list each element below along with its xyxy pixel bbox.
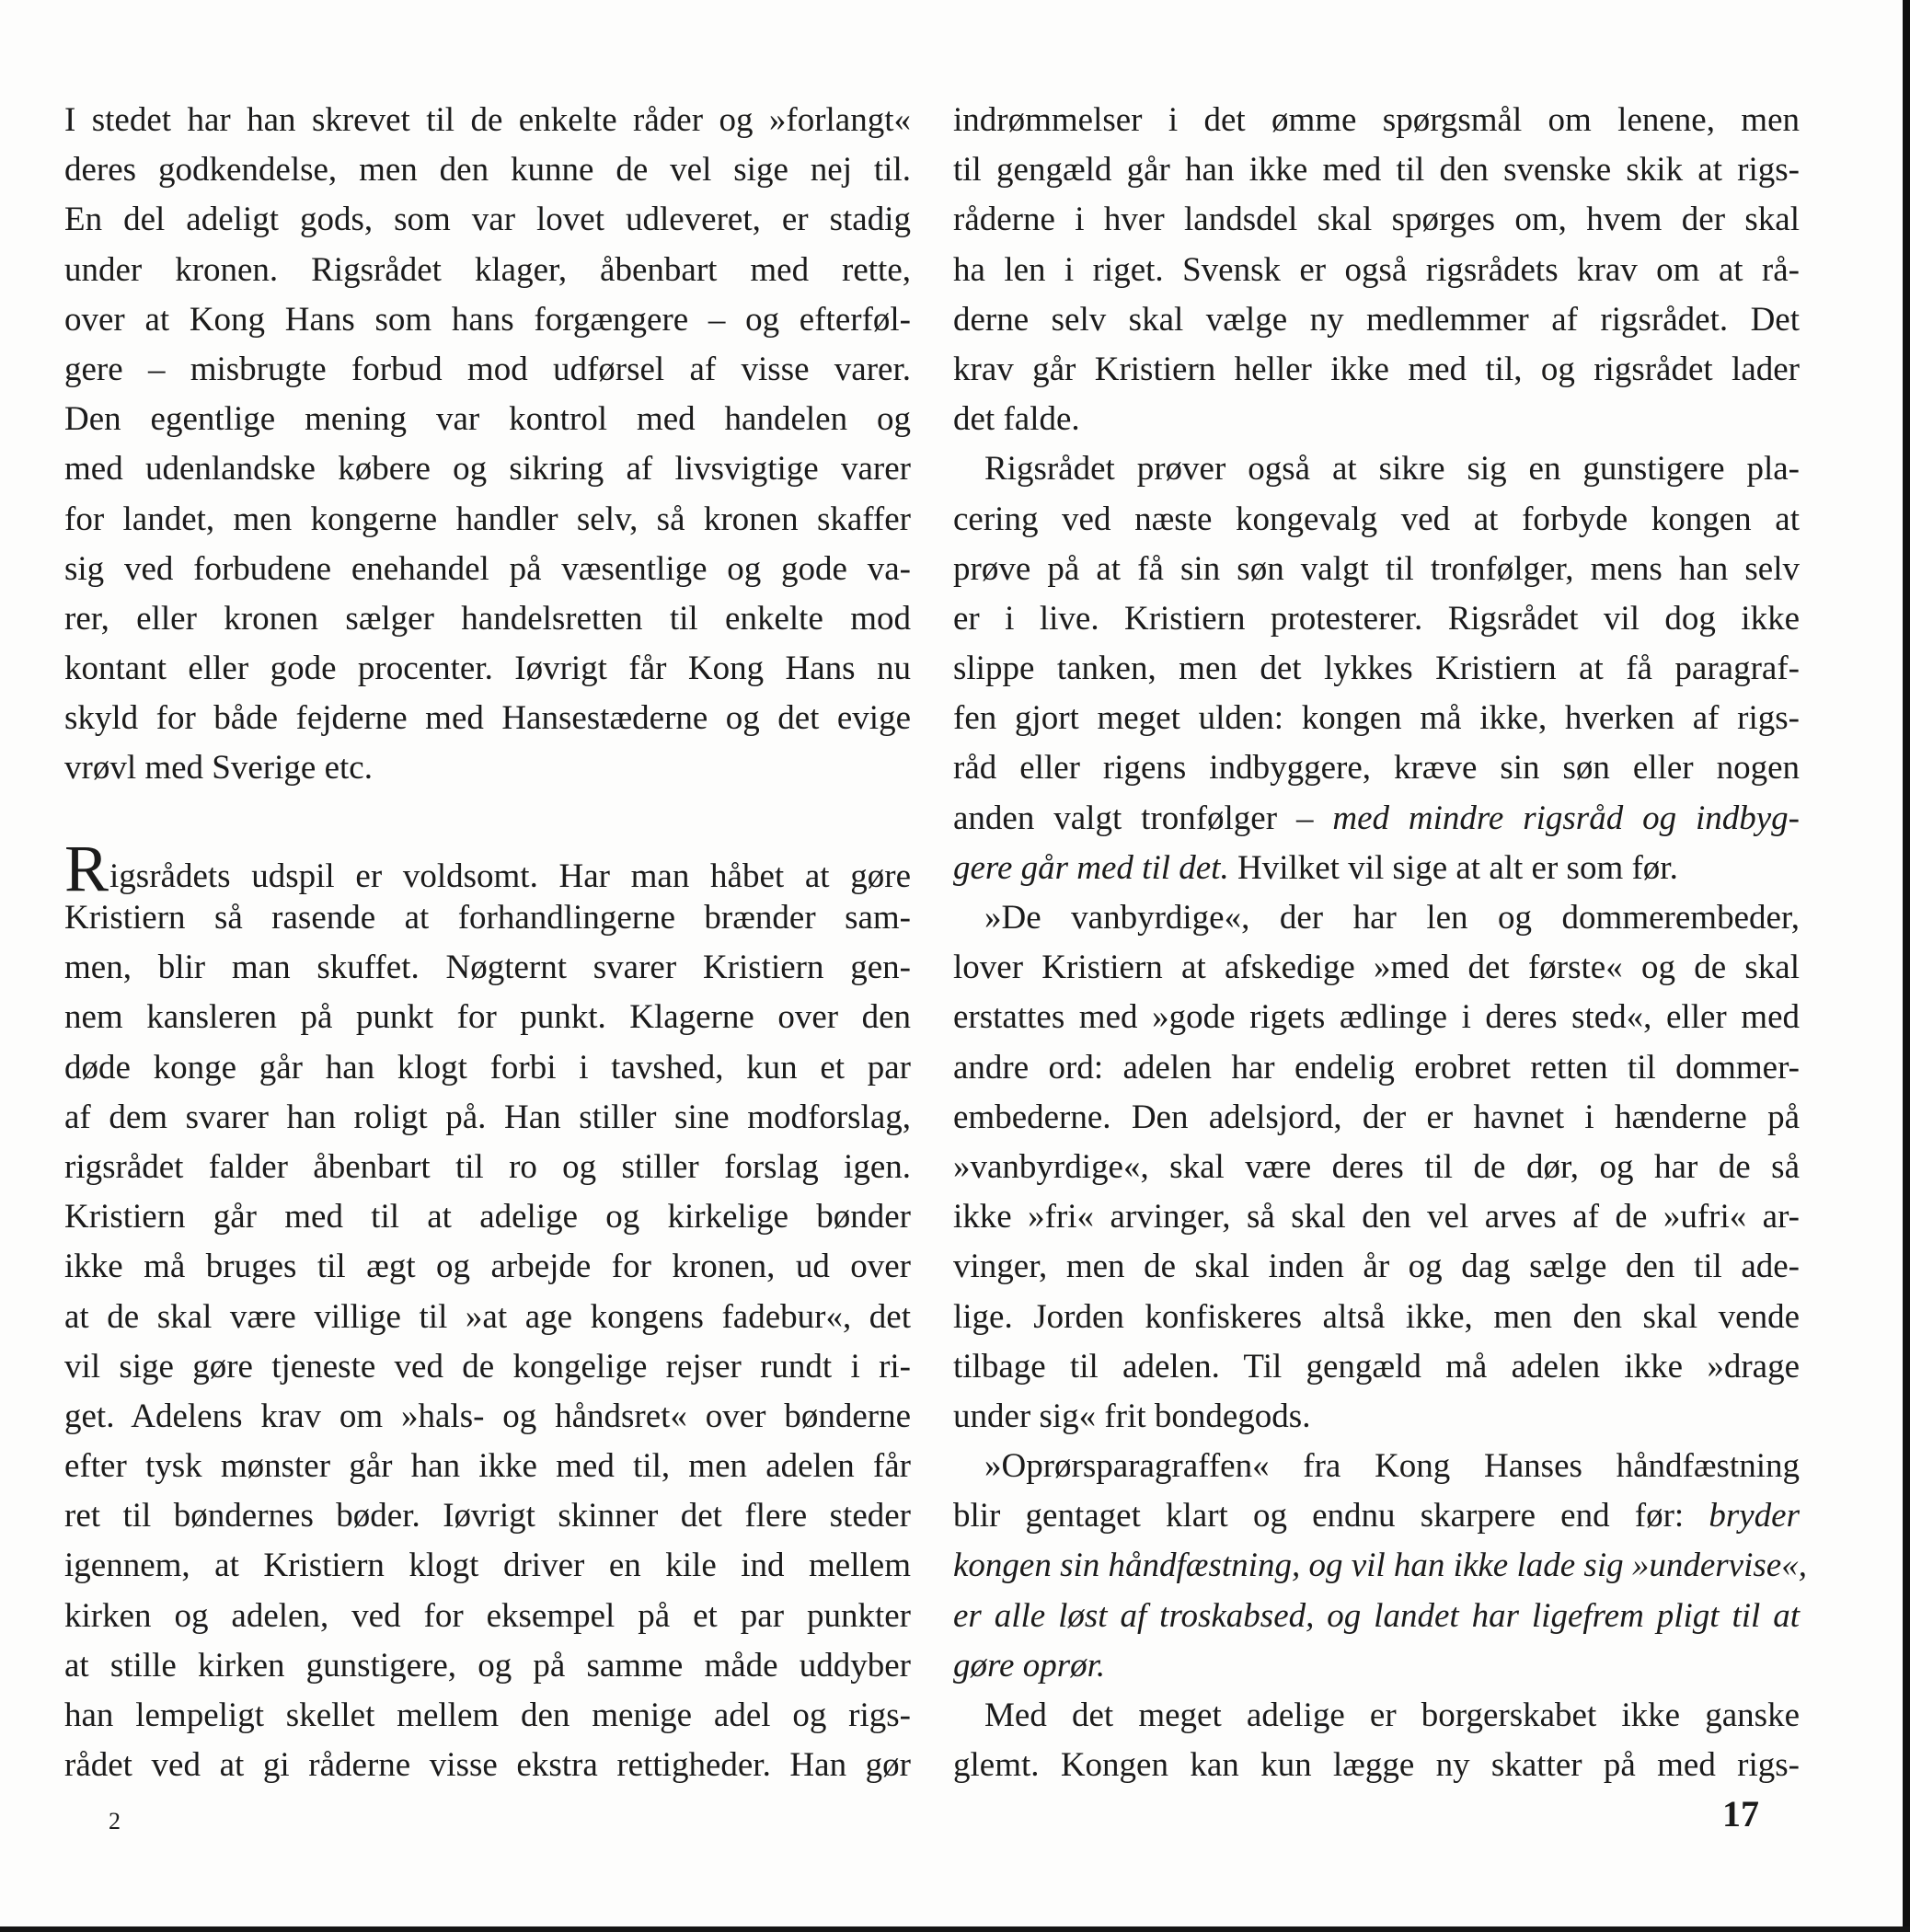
italic-run: gere går med til det. bbox=[953, 848, 1229, 887]
text-line bbox=[953, 1592, 1800, 1641]
text-line: indrømmelser i det ømme spørgsmål om lenene, men bbox=[953, 101, 1800, 139]
text-line: En del adeligt gods, som var lovet udleveret, er stadig bbox=[64, 201, 911, 239]
text-line: rådet ved at gi råderne visse ekstra rettigheder. Han gør bbox=[64, 1746, 911, 1785]
left-text-column bbox=[64, 96, 911, 1790]
text-line: for landet, men kongerne handler selv, så kronen skaffer bbox=[64, 500, 911, 538]
text-line: lover Kristiern at afskedige »med det første« og de skal bbox=[953, 949, 1800, 987]
text-line: nem kansleren på punkt for punkt. Klagerne over den bbox=[64, 998, 911, 1037]
text-line: Kristiern går med til at adelige og kirkelige bønder bbox=[64, 1198, 911, 1236]
text-line: vinger, men de skal inden år og dag sælge den til ade- bbox=[953, 1248, 1800, 1286]
text-line: kirken og adelen, ved for eksempel på et par punkter bbox=[64, 1596, 911, 1635]
text-line: men, blir man skuffet. Nøgternt svarer Kristiern gen- bbox=[64, 949, 911, 987]
text-line: derne selv skal vælge ny medlemmer af rigsrådet. Det bbox=[953, 300, 1800, 339]
text-line: under kronen. Rigsrådet klager, åbenbart med rette, bbox=[64, 250, 911, 289]
italic-run: kongen sin håndfæstning, og vil han ikke lade sig »undervise«, bbox=[953, 1547, 1807, 1585]
text-line: rigsrådet falder åbenbart til ro og stiller forslag igen. bbox=[64, 1147, 911, 1186]
text-line-rest: igsrådets udspil er voldsomt. Har man håbet at gøre bbox=[109, 857, 911, 895]
text-line: gere – misbrugte forbud mod udførsel af visse varer. bbox=[64, 350, 911, 388]
text-line: Rigsrådet prøver også at sikre sig en gunstigere pla- bbox=[984, 450, 1800, 489]
text-line: ha len i riget. Svensk er også rigsrådets krav om at rå- bbox=[953, 250, 1800, 289]
text-line: ret til bøndernes bøder. Iøvrigt skinner det flere steder bbox=[64, 1497, 911, 1535]
text-line: vrøvl med Sverige etc. bbox=[64, 749, 373, 788]
text-line: igennem, at Kristiern klogt driver en kile ind mellem bbox=[64, 1547, 911, 1585]
text-line: er i live. Kristiern protesterer. Rigsrådet vil dog ikke bbox=[953, 599, 1800, 638]
text-line: under sig« frit bondegods. bbox=[953, 1397, 1311, 1435]
scan-edge-bottom bbox=[0, 1926, 1910, 1932]
drop-cap: R bbox=[64, 831, 109, 905]
text-line: »Oprørsparagraffen« fra Kong Hanses håndfæstning bbox=[984, 1447, 1800, 1486]
text-line: efter tysk mønster går han ikke med til, men adelen får bbox=[64, 1447, 911, 1486]
text-line: råderne i hver landsdel skal spørges om, hvem der skal bbox=[953, 201, 1800, 239]
right-text-column bbox=[953, 96, 1807, 1790]
text-line: skyld for både fejderne med Hansestæderne og det evige bbox=[64, 699, 911, 738]
text-line: »De vanbyrdige«, der har len og dommerembeder, bbox=[984, 899, 1800, 937]
text-line-drop-cap bbox=[64, 831, 911, 905]
text-line: sig ved forbudene enehandel på væsentlige og gode va- bbox=[64, 549, 911, 588]
text-line bbox=[953, 1491, 1800, 1541]
text-line: andre ord: adelen har endelig erobret retten til dommer- bbox=[953, 1048, 1800, 1087]
text-line: døde konge går han klogt forbi i tavshed, kun et par bbox=[64, 1048, 911, 1087]
text-line: at stille kirken gunstigere, og på samme måde uddyber bbox=[64, 1646, 911, 1685]
text-line: til gengæld går han ikke med til den svenske skik at rigs- bbox=[953, 151, 1800, 190]
italic-run: gøre oprør. bbox=[953, 1646, 1106, 1685]
italic-run: med mindre rigsråd og indbyg- bbox=[1332, 799, 1800, 837]
text-line: det falde. bbox=[953, 400, 1080, 439]
text-line: embederne. Den adelsjord, der er havnet i hænderne på bbox=[953, 1098, 1800, 1136]
text-line bbox=[953, 844, 1800, 893]
text-line: prøve på at få sin søn valgt til tronfølger, mens han selv bbox=[953, 549, 1800, 588]
text-line: »vanbyrdige«, skal være deres til de dør, og har de så bbox=[953, 1147, 1800, 1186]
text-line bbox=[953, 1541, 1807, 1591]
text-line: ikke må bruges til ægt og arbejde for kronen, ud over bbox=[64, 1248, 911, 1286]
text-line: vil sige gøre tjeneste ved de kongelige rejser rundt i ri- bbox=[64, 1347, 911, 1386]
text-run: anden valgt tronfølger – bbox=[953, 799, 1333, 837]
text-line: han lempeligt skellet mellem den menige adel og rigs- bbox=[64, 1696, 911, 1734]
section-break bbox=[64, 794, 911, 844]
text-line: cering ved næste kongevalg ved at forbyde kongen at bbox=[953, 500, 1800, 538]
text-line: erstattes med »gode rigets ædlinge i deres sted«, eller med bbox=[953, 998, 1800, 1037]
text-line: med udenlandske købere og sikring af livsvigtige varer bbox=[64, 450, 911, 489]
text-line: rer, eller kronen sælger handelsretten til enkelte mod bbox=[64, 599, 911, 638]
text-line: Med det meget adelige er borgerskabet ikke ganske bbox=[984, 1696, 1800, 1734]
text-line: af dem svarer han roligt på. Han stiller sine modforslag, bbox=[64, 1098, 911, 1136]
signature-mark: 2 bbox=[109, 1808, 121, 1834]
text-line: glemt. Kongen kan kun lægge ny skatter på med rigs- bbox=[953, 1746, 1800, 1785]
text-run: Hvilket vil sige at alt er som før. bbox=[1228, 848, 1678, 887]
text-run: blir gentaget klart og endnu skarpere end før: bbox=[953, 1497, 1709, 1535]
text-line: slippe tanken, men det lykkes Kristiern at få paragraf- bbox=[953, 650, 1800, 688]
text-line: kontant eller gode procenter. Iøvrigt får Kong Hans nu bbox=[64, 650, 911, 688]
scan-edge-right bbox=[1903, 0, 1910, 1932]
italic-run: bryder bbox=[1709, 1497, 1800, 1535]
text-line bbox=[953, 794, 1800, 844]
text-line: krav går Kristiern heller ikke med til, og rigsrådet lader bbox=[953, 350, 1800, 388]
text-line: fen gjort meget ulden: kongen må ikke, hverken af rigs- bbox=[953, 699, 1800, 738]
text-line bbox=[953, 1641, 1800, 1691]
text-line: Kristiern så rasende at forhandlingerne brænder sam- bbox=[64, 899, 911, 937]
text-line: tilbage til adelen. Til gengæld må adelen ikke »drage bbox=[953, 1347, 1800, 1386]
page-number: 17 bbox=[1722, 1793, 1759, 1834]
italic-run: er alle løst af troskabsed, og landet har ligefrem pligt til at bbox=[953, 1596, 1800, 1635]
text-line: at de skal være villige til »at age kongens fadebur«, det bbox=[64, 1297, 911, 1336]
text-line: get. Adelens krav om »hals- og håndsret« over bønderne bbox=[64, 1397, 911, 1435]
text-line: råd eller rigens indbyggere, kræve sin søn eller nogen bbox=[953, 749, 1800, 788]
text-line: Den egentlige mening var kontrol med handelen og bbox=[64, 400, 911, 439]
text-line: ikke »fri« arvinger, så skal den vel arves af de »ufri« ar- bbox=[953, 1198, 1800, 1236]
text-line: deres godkendelse, men den kunne de vel sige nej til. bbox=[64, 151, 911, 190]
text-line: lige. Jorden konfiskeres altså ikke, men den skal vende bbox=[953, 1297, 1800, 1336]
text-line: over at Kong Hans som hans forgængere – og efterføl- bbox=[64, 300, 911, 339]
text-line: I stedet har han skrevet til de enkelte råder og »forlangt« bbox=[64, 101, 911, 139]
